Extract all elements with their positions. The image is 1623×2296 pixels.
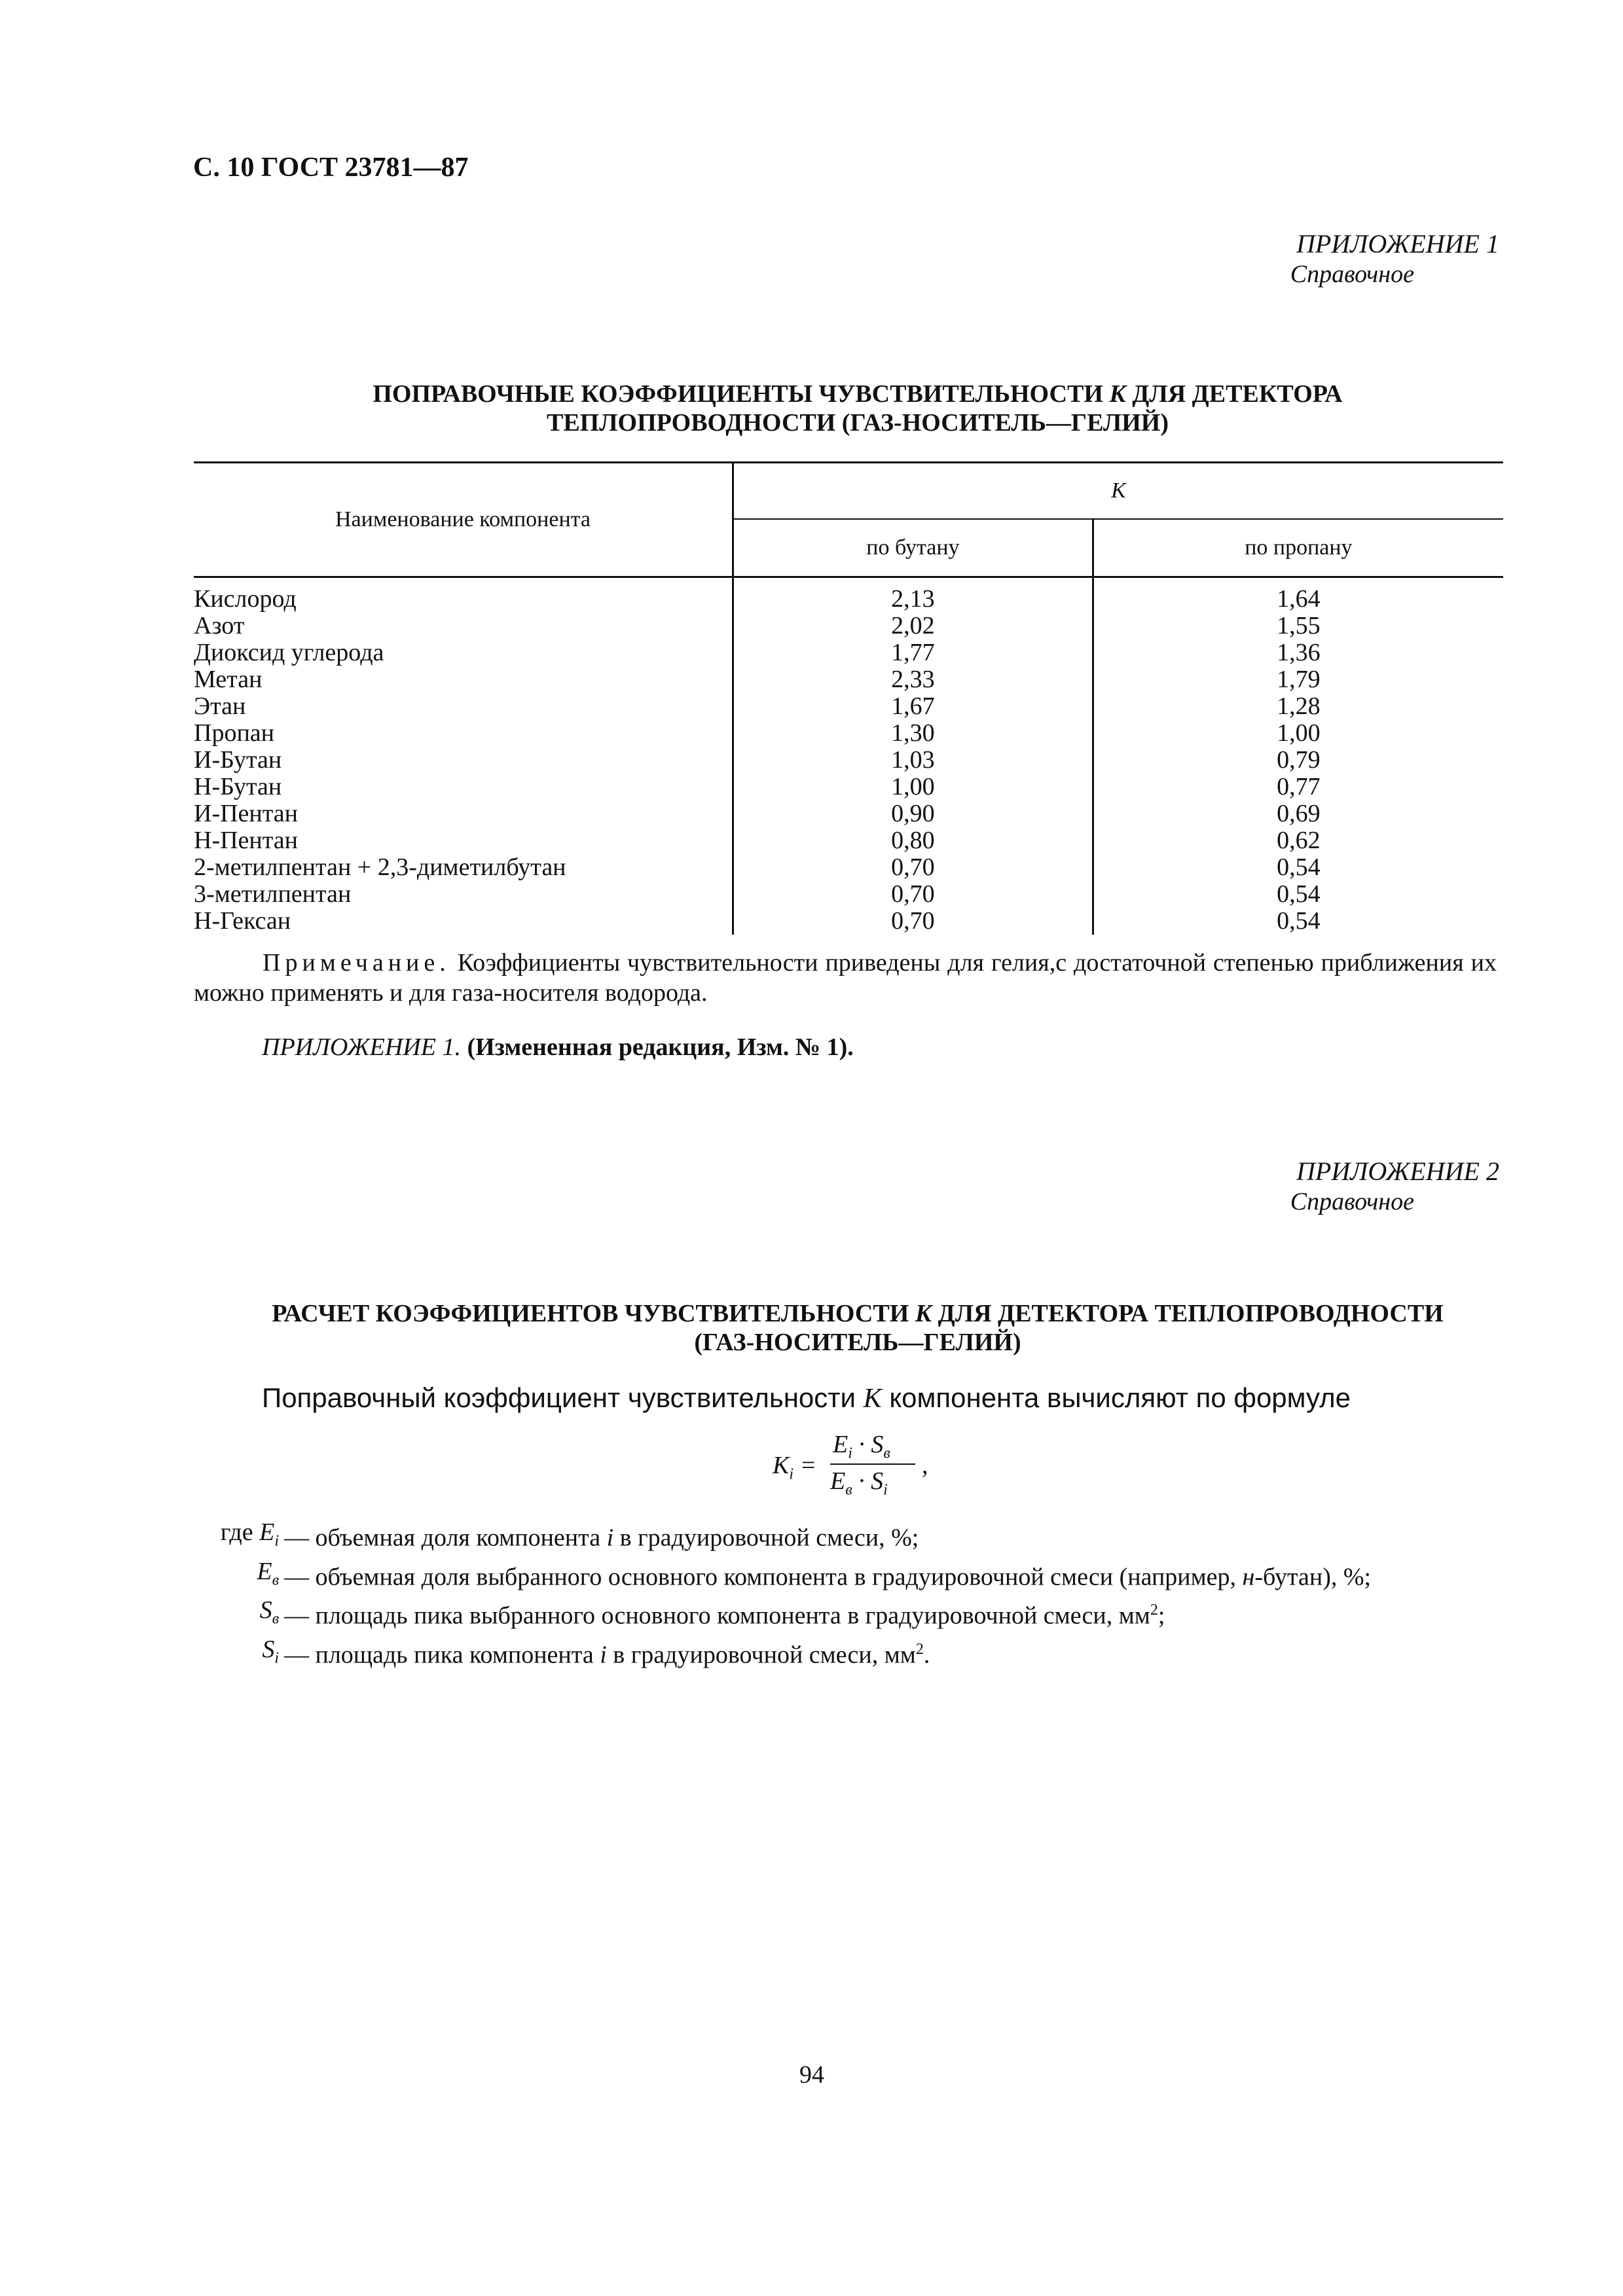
table-row (194, 800, 1503, 827)
component-name: Н-Бутан (194, 773, 282, 800)
running-head: С. 10 ГОСТ 23781—87 (193, 152, 469, 183)
note-text: Коэффициенты чувствительности приведены для гелия,с достаточной степенью приближения их можно применять и для газа-носителя водорода. (194, 949, 1497, 1007)
annex2-label-block (1113, 1157, 1499, 1217)
table-row (194, 854, 1503, 881)
component-name: И-Бутан (194, 746, 282, 774)
annex1-label: ПРИЛОЖЕНИЕ 1 (1296, 229, 1499, 259)
k-by-butane: 1,00 (733, 774, 1093, 800)
definition-item (194, 1595, 1371, 1634)
k-by-butane: 2,13 (733, 577, 1093, 613)
table-row (194, 827, 1503, 854)
definition-text: — площадь пика компонента i в градуировочной смеси, $мм^2$. (284, 1640, 930, 1669)
table-row (194, 639, 1503, 666)
formula-lhs: $K_i$ = (773, 1452, 817, 1483)
page-number: 94 (799, 2061, 824, 2089)
revision-label: ПРИЛОЖЕНИЕ 1. (262, 1033, 461, 1061)
k-by-butane: 0,70 (733, 854, 1093, 881)
definition-symbol: $E_в$ (257, 1557, 279, 1589)
k-by-propane: 0,54 (1093, 881, 1503, 908)
component-name: Пропан (194, 719, 274, 747)
fraction-bar (830, 1463, 915, 1465)
coefficients-table (194, 461, 1503, 935)
k-by-butane: 1,30 (733, 720, 1093, 747)
definition-item (194, 1517, 1371, 1556)
k-by-propane: 0,62 (1093, 827, 1503, 854)
k-by-butane: 2,33 (733, 666, 1093, 693)
annex2-title-line2: (ГАЗ-НОСИТЕЛЬ—ГЕЛИЙ) (694, 1329, 1021, 1356)
k-by-butane: 1,03 (733, 747, 1093, 774)
k-by-butane: 1,77 (733, 639, 1093, 666)
k-by-propane: 1,36 (1093, 639, 1503, 666)
k-by-butane: 0,70 (733, 881, 1093, 908)
definition-symbol: где $E_i$ (220, 1518, 279, 1550)
table-row (194, 747, 1503, 774)
component-name: Н-Гексан (194, 907, 291, 935)
component-name: 2-метилпентан + 2,3-диметилбутан (194, 853, 566, 881)
component-name: И-Пентан (194, 800, 299, 827)
note-lead: Примечание. (263, 949, 450, 977)
k-by-butane: 0,80 (733, 827, 1093, 854)
component-name: Кислород (194, 585, 297, 613)
annex1-label-block (1113, 229, 1499, 289)
component-name: Азот (194, 612, 245, 639)
table-row (194, 666, 1503, 693)
annex1-title (170, 380, 1545, 437)
table-body (194, 577, 1503, 935)
k-by-propane: 1,64 (1093, 577, 1503, 613)
revision-note (262, 1033, 854, 1062)
table-row (194, 881, 1503, 908)
component-name: Н-Пентан (194, 827, 299, 854)
header-component-name: Наименование компонента (194, 463, 733, 577)
annex1-title-line2: ТЕПЛОПРОВОДНОСТИ (ГАЗ-НОСИТЕЛЬ—ГЕЛИЙ) (546, 409, 1169, 437)
definition-item (194, 1556, 1371, 1596)
table-row (194, 908, 1503, 935)
k-by-butane: 0,70 (733, 908, 1093, 935)
annex1-status: Справочное (1290, 260, 1414, 288)
formula-numerator: $E_i \cdot S_в$ (833, 1431, 890, 1462)
component-name: Этан (194, 692, 246, 720)
table-row (194, 693, 1503, 720)
annex2-title (170, 1299, 1545, 1357)
k-by-propane: 1,28 (1093, 693, 1503, 720)
k-by-propane: 0,54 (1093, 854, 1503, 881)
k-by-butane: 1,67 (733, 693, 1093, 720)
definitions-list (194, 1517, 1371, 1673)
definition-text: — объемная доля выбранного основного компонента в градуировочной смеси (например, н-бутан), %; (284, 1563, 1372, 1591)
definition-item (194, 1634, 1371, 1674)
table-row (194, 774, 1503, 800)
annex2-status: Справочное (1290, 1188, 1414, 1215)
k-by-propane: 1,55 (1093, 613, 1503, 639)
k-by-propane: 0,69 (1093, 800, 1503, 827)
k-by-butane: 0,90 (733, 800, 1093, 827)
k-by-propane: 0,79 (1093, 747, 1503, 774)
table-row (194, 613, 1503, 639)
formula-intro: Поправочный коэффициент чувствительности K компонента вычисляют по формуле (262, 1382, 1351, 1414)
component-name: 3-метилпентан (194, 880, 352, 908)
formula-denominator: $E_в \cdot S_i$ (830, 1467, 888, 1499)
definition-symbol: $S_в$ (259, 1596, 279, 1628)
component-name: Диоксид углерода (194, 639, 384, 666)
k-by-propane: 0,77 (1093, 774, 1503, 800)
annex1-title-line1: ПОПРАВОЧНЫЕ КОЭФФИЦИЕНТЫ ЧУВСТВИТЕЛЬНОСТИ K ДЛЯ ДЕТЕКТОРА (373, 380, 1343, 408)
k-by-propane: 1,79 (1093, 666, 1503, 693)
component-name: Метан (194, 666, 263, 693)
annex2-label: ПРИЛОЖЕНИЕ 2 (1296, 1157, 1499, 1186)
revision-text: (Измененная редакция, Изм. № 1). (460, 1033, 854, 1061)
k-by-propane: 1,00 (1093, 720, 1503, 747)
annex2-title-line1: РАСЧЕТ КОЭФФИЦИЕНТОВ ЧУВСТВИТЕЛЬНОСТИ K ДЛЯ ДЕТЕКТОРА ТЕПЛОПРОВОДНОСТИ (272, 1300, 1444, 1327)
k-by-propane: 0,54 (1093, 908, 1503, 935)
definition-text: — объемная доля компонента i в градуировочной смеси, %; (284, 1524, 919, 1552)
definition-symbol: $S_i$ (262, 1635, 279, 1667)
formula (773, 1430, 943, 1502)
table-row (194, 720, 1503, 747)
k-by-butane: 2,02 (733, 613, 1093, 639)
formula-comma: , (922, 1452, 928, 1479)
table-note (194, 948, 1497, 1008)
table-row (194, 577, 1503, 613)
header-by-propane: по пропану (1093, 519, 1503, 577)
header-k: K (733, 463, 1504, 520)
definition-text: — площадь пика выбранного основного компонента в градуировочной смеси, $мм^2$; (284, 1602, 1165, 1630)
header-by-butane: по бутану (733, 519, 1093, 577)
